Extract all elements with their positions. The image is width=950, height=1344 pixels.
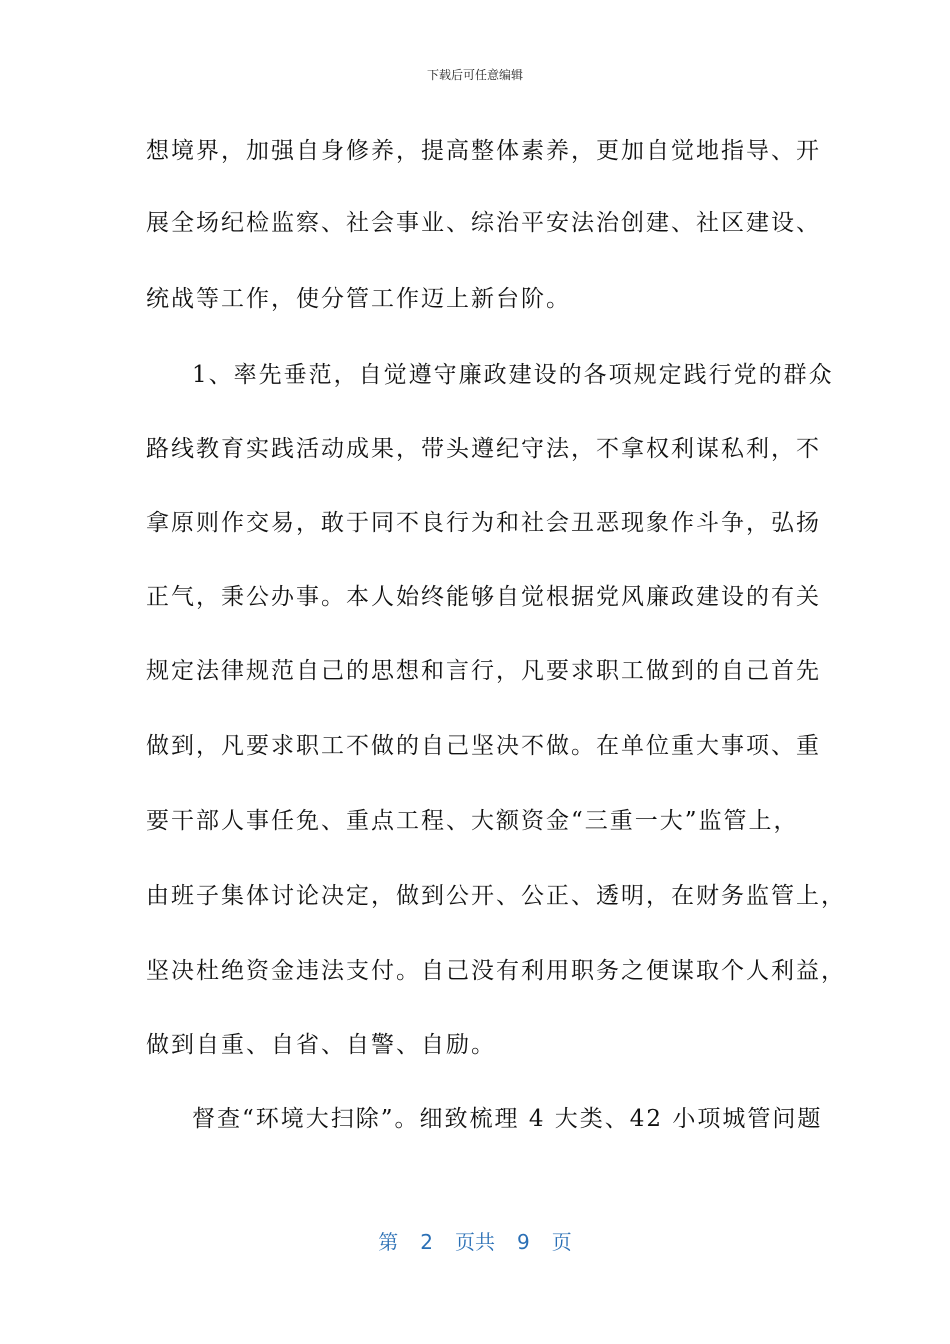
body-line: 1、率先垂范，自觉遵守廉政建设的各项规定践行党的群众: [192, 362, 834, 388]
body-line: 规定法律规范自己的思想和言行，凡要求职工做到的自己首先: [146, 658, 821, 684]
page-total: 9: [517, 1230, 530, 1254]
body-line: 做到自重、自省、自警、自励。: [146, 1032, 496, 1058]
page-header-note: 下载后可任意编辑: [426, 68, 523, 82]
page-number-footer: [0, 1226, 950, 1255]
body-line: 路线教育实践活动成果，带头遵纪守法，不拿权利谋私利，不: [146, 436, 821, 462]
page-mid: 页共: [455, 1230, 495, 1254]
body-line: 做到，凡要求职工不做的自己坚决不做。在单位重大事项、重: [146, 733, 821, 759]
body-line: 统战等工作，使分管工作迈上新台阶。: [146, 286, 571, 312]
body-line: 拿原则作交易，敢于同不良行为和社会丑恶现象作斗争，弘扬: [146, 510, 821, 536]
body-line: 展全场纪检监察、社会事业、综治平安法治创建、社区建设、: [146, 210, 821, 236]
body-line: 要干部人事任免、重点工程、大额资金“三重一大”监管上，: [146, 808, 799, 834]
body-line: 坚决杜绝资金违法支付。自己没有利用职务之便谋取个人利益，: [146, 958, 846, 984]
page-current: 2: [420, 1230, 433, 1254]
body-line: 正气，秉公办事。本人始终能够自觉根据党风廉政建设的有关: [146, 584, 821, 610]
body-line: 由班子集体讨论决定，做到公开、公正、透明，在财务监管上，: [146, 883, 846, 909]
body-line: 督查“环境大扫除”。细致梳理 4 大类、42 小项城管问题: [192, 1106, 823, 1132]
page-suffix: 页: [551, 1230, 572, 1254]
page-prefix: 第: [378, 1230, 399, 1254]
body-line: 想境界，加强自身修养，提高整体素养，更加自觉地指导、开: [146, 138, 821, 164]
